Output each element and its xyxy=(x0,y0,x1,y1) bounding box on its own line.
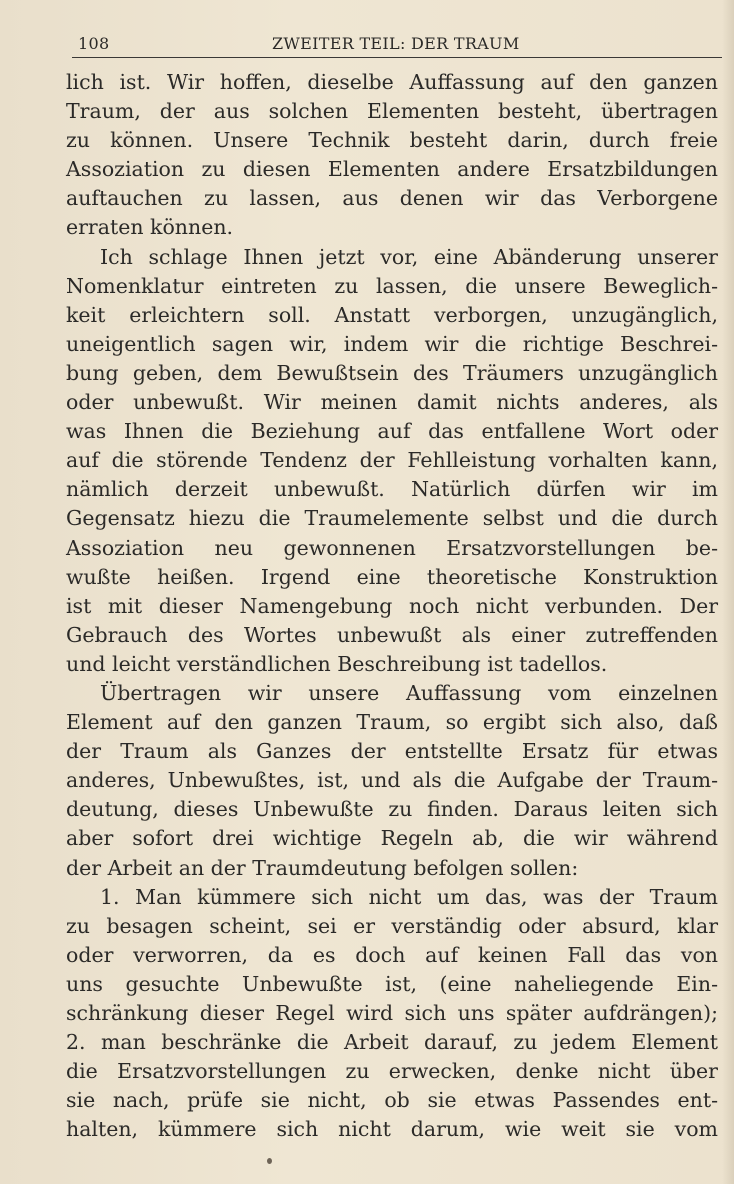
text-line: zu können. Unsere Technik besteht darin, durch freie xyxy=(66,128,718,153)
text-line: auf die störende Tendenz der Fehlleistung vorhalten kann, xyxy=(66,448,718,473)
text-line: Ich schlage Ihnen jetzt vor, eine Abänderung unserer xyxy=(100,244,718,269)
running-title: ZWEITER TEIL: DER TRAUM xyxy=(272,34,520,53)
text-line: sie nach, prüfe sie nicht, ob sie etwas Passendes ent- xyxy=(66,1088,718,1113)
text-line: Assoziation neu gewonnenen Ersatzvorstellungen be- xyxy=(66,535,718,560)
text-line: auftauchen zu lassen, aus denen wir das Verborgene xyxy=(66,186,718,211)
text-line: 2. man beschränke die Arbeit darauf, zu jedem Element xyxy=(66,1030,718,1055)
text-line: aber sofort drei wichtige Regeln ab, die wir während xyxy=(66,826,718,851)
page-edge-shadow xyxy=(722,0,734,1184)
text-line: Gebrauch des Wortes unbewußt als einer zutreffenden xyxy=(66,622,718,647)
page-number: 108 xyxy=(78,34,110,53)
text-line: oder unbewußt. Wir meinen damit nichts anderes, als xyxy=(66,390,718,415)
text-line: zu besagen scheint, sei er verständig oder absurd, klar xyxy=(66,913,718,938)
text-line: schränkung dieser Regel wird sich uns später aufdrängen); xyxy=(66,1001,718,1025)
text-line: wußte heißen. Irgend eine theoretische Konstruktion xyxy=(66,564,718,589)
page-header xyxy=(72,34,722,58)
text-line: die Ersatzvorstellungen zu erwecken, denke nicht über xyxy=(66,1059,718,1084)
text-line: erraten können. xyxy=(66,215,234,240)
text-line: oder verworren, da es doch auf keinen Fall das von xyxy=(66,942,718,967)
text-line: anderes, Unbewußtes, ist, und als die Aufgabe der Traum- xyxy=(66,768,718,793)
body-text xyxy=(66,68,718,1144)
text-line: ist mit dieser Namengebung noch nicht verbunden. Der xyxy=(66,593,718,618)
ink-smudge xyxy=(267,1158,272,1164)
text-line: Element auf den ganzen Traum, so ergibt sich also, daß xyxy=(66,710,718,735)
text-line: 1. Man kümmere sich nicht um das, was der Traum xyxy=(100,884,718,909)
header-rule xyxy=(72,57,722,58)
text-line: uneigentlich sagen wir, indem wir die richtige Beschrei- xyxy=(66,331,718,356)
text-line: Gegensatz hiezu die Traumelemente selbst und die durch xyxy=(66,506,718,531)
text-line: bung geben, dem Bewußtsein des Träumers unzugänglich xyxy=(66,360,718,385)
text-line: deutung, dieses Unbewußte zu finden. Daraus leiten sich xyxy=(66,797,718,822)
text-line: halten, kümmere sich nicht darum, wie weit sie vom xyxy=(66,1117,718,1142)
text-line: nämlich derzeit unbewußt. Natürlich dürfen wir im xyxy=(66,477,718,502)
text-line: Übertragen wir unsere Auffassung vom einzelnen xyxy=(100,680,718,705)
text-line: und leicht verständlichen Beschreibung ist tadellos. xyxy=(66,651,608,676)
text-line: Traum, der aus solchen Elementen besteht, übertragen xyxy=(66,99,718,124)
text-line: Assoziation zu diesen Elementen andere Ersatzbildungen xyxy=(66,157,718,182)
text-line: der Traum als Ganzes der entstellte Ersatz für etwas xyxy=(66,739,718,764)
text-line: uns gesuchte Unbewußte ist, (eine naheliegende Ein- xyxy=(66,971,718,996)
text-line: was Ihnen die Beziehung auf das entfallene Wort oder xyxy=(66,419,718,444)
text-line: lich ist. Wir hoffen, dieselbe Auffassung auf den ganzen xyxy=(66,70,718,94)
text-line: keit erleichtern soll. Anstatt verborgen, unzugänglich, xyxy=(66,302,718,327)
text-line: der Arbeit an der Traumdeutung befolgen sollen: xyxy=(66,855,579,880)
text-line: Nomenklatur eintreten zu lassen, die unsere Beweglich- xyxy=(66,273,718,298)
